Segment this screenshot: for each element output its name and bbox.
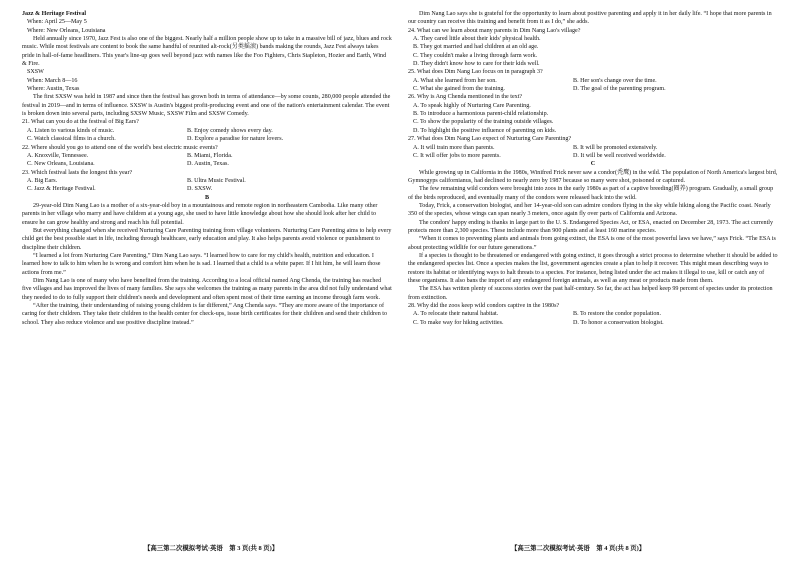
answer-options: [408, 77, 778, 94]
option-c: C. What she gained from the training.: [413, 86, 505, 93]
answer-options: [22, 127, 392, 144]
option-b: B. It will be promoted extensively.: [573, 144, 658, 151]
question-stem: 22. Where should you go to attend one of the world's best electric music events?: [22, 144, 218, 151]
section-heading: B: [204, 194, 210, 201]
festival-description: The first SXSW was held in 1987 and since then the festival has grown both in terms of attendance—by some counts, 280,000 people attended the festival in 2019—and in terms of influence. SXSW is Austin's biggest profit-producing event and one of the nation's entertainment calendar. The event is broken down into several parts, including SXSW Music, SXSW Film and SXSW Comedy.: [22, 94, 391, 118]
option-b: B. Her son's change over the time.: [573, 77, 657, 84]
question-stem: 25. What does Dim Nang Lao focus on in paragraph 3?: [408, 69, 543, 76]
option-c: C. To show the popularity of the training outside villages.: [413, 119, 554, 126]
answer-options: [22, 177, 392, 194]
passage-paragraph: If a species is thought to be threatened or endangered with going extinct, it goes through a strict process to determine whether it should be added to the endangered species list. Once a species makes the list, government agencies create a plan to help it recover. This might mean describing ways to restore its habitat or identifying ways to halt threats to a species. For instance, being listed under the act makes it illegal to use, kill or catch any of these organisms. It also bans the import of any endangered foreign animals, as well as any meat or products made from them.: [408, 252, 778, 284]
option-d: D. It will be well received worldwide.: [573, 152, 666, 159]
option-a: A. To speak highly of Nurturing Care Parenting.: [413, 102, 531, 109]
festival-when: When: March 8—16: [27, 77, 78, 84]
option-c: C. They couldn't make a living through farm work.: [413, 52, 538, 59]
passage-paragraph: 29-year-old Dim Nang Lao is a mother of a six-year-old boy in a mountainous and remote region in northeastern Cambodia. Like many other parents in her village who marry and have children at a young age, she used to have little knowledge about how she should look after her child to ensure he can grow healthy and strong and reach his full potential.: [22, 202, 378, 226]
passage-paragraph: “After the training, their understanding of raising young children is far different,” Ang Chenda says. “They are more aware of the importance of caring for their children. They take their children to the health center for check-ups, issue birth certificates for their children and send their children to school. They also reduce violence and use positive discipline instead.”: [22, 303, 388, 326]
option-a: A. To relocate their natural habitat.: [413, 311, 499, 318]
section-heading: C: [590, 161, 596, 168]
question-stem: 23. Which festival lasts the longest this year?: [22, 169, 133, 176]
option-d: D. SXSW.: [187, 186, 213, 193]
left-page: [22, 10, 392, 327]
option-c: C. It will offer jobs to more parents.: [413, 152, 501, 159]
option-a: A. Listen to various kinds of music.: [27, 127, 115, 134]
option-a: A. Big Ears.: [27, 177, 58, 184]
option-a: A. What she learned from her son.: [413, 77, 497, 84]
option-c: C. New Orleans, Louisiana.: [27, 161, 95, 168]
option-d: D. The goal of the parenting program.: [573, 86, 666, 93]
question-stem: 27. What does Dim Nang Lao expect of Nurturing Care Parenting?: [408, 136, 572, 143]
option-a: A. They cared little about their kids' physical health.: [413, 36, 541, 43]
option-d: D. They didn't know how to care for their kids well.: [413, 61, 540, 68]
answer-options: [408, 310, 778, 327]
passage-paragraph: Dim Nang Lao says she is grateful for the opportunity to learn about positive parenting and apply it in her daily life. “I hope that more parents in our country can receive this training and benefit from it as I do,” she adds.: [408, 11, 772, 26]
passage-paragraph: “When it comes to preventing plants and animals from going extinct, the ESA is one of the most powerful laws we have,” says Frick. “The ESA is about protecting wildlife for our future generations.”: [408, 236, 776, 251]
option-b: B. They got married and had children at an old age.: [413, 44, 539, 51]
answer-options: [22, 152, 392, 169]
answer-options: [408, 144, 778, 161]
passage-paragraph: While growing up in California in the 1980s, Winifred Frick never saw a condor(秃鹰) in the wild. The population of North America's largest bird, Gymnogyps californianus, had declined to nearly zero by 1987 because so many were shot, poisoned or captured.: [408, 169, 778, 184]
festival-where: Where: New Orleans, Louisiana: [27, 27, 106, 34]
option-c: C. Watch classical films in a church.: [27, 136, 116, 143]
passage-paragraph: But everything changed when she received Nurturing Care Parenting training from village volunteers. Nurturing Care Parenting aims to help every child get the best possible start in life, including through healthcare, early education and play. It also helps parents avoid violence or punishment to discipline their children.: [22, 227, 392, 251]
question-stem: 28. Why did the zoos keep wild condors captive in the 1980s?: [408, 303, 560, 310]
option-b: B. To restore the condor population.: [573, 311, 661, 318]
question-stem: 21. What can you do at the festival of Big Ears?: [22, 119, 139, 126]
option-c: C. To make way for hiking activities.: [413, 319, 504, 326]
festival-when: When: April 25—May 5: [27, 19, 87, 26]
option-d: D. Explore a paradise for nature lovers.: [187, 136, 284, 143]
festival-description: Held annually since 1970, Jazz Fest is also one of the biggest. Nearly half a million people show up to take in a massive bill of jazz, blues and rock music. While most festivals are content to book the same handful of reunited alt-rock(另类摇滚) bands making the rounds, Jazz Fest always takes pride in hall-of-fame headliners. This year's line-up goes well beyond jazz with names like the Foo Fighters, Chris Stapleton, Hozier and Earth, Wind & Fire.: [22, 36, 392, 68]
festival-where: Where: Austin, Texas: [27, 86, 80, 93]
option-d: D. Austin, Texas.: [187, 161, 229, 168]
passage-paragraph: “I learned a lot from Nurturing Care Parenting,” Dim Nang Lao says. “I learned how to care for my child's health, nutrition and education. I learned how to talk to him when he is wrong and comfort him when he is sad. I learned that a child is a white paper. If I hit him, he will learn those actions from me.”: [22, 252, 381, 276]
passage-paragraph: The few remaining wild condors were brought into zoos in the early 1980s as part of a captive breeding(圈养) program. Gradually, a small group of the birds reproduced, and eventually many of the condors were released back into the wild.: [408, 186, 774, 201]
option-b: B. Miami, Florida.: [187, 152, 233, 159]
right-page: [408, 10, 778, 327]
passage-paragraph: Today, Frick, a conservation biologist, and her 14-year-old son can admire condors flying in the sky while hiking along the Pacific coast. Nearly 350 of the species, whose wings can span nearly 3 meters, once again fly over parts of California and Arizona.: [408, 202, 771, 218]
passage-paragraph: Dim Nang Lao is one of many who have benefited from the training. According to a local official named Ang Chenda, the training has reached five villages and has improved the lives of many families. She says she welcomes the training as many parents in the area did not fully understand what they needed to do to fully support their children's needs and development and often spent most of their time earning an income through farm work.: [22, 278, 392, 301]
option-a: A. It will train more than parents.: [413, 144, 495, 151]
option-b: B. Enjoy comedy shows every day.: [187, 127, 273, 134]
option-c: C. Jazz & Heritage Festival.: [27, 186, 96, 193]
festival-title: SXSW: [27, 69, 44, 76]
passage-paragraph: The condors' happy ending is thanks in large part to the U. S. Endangered Species Act, or ESA, enacted on December 28, 1973. The act currently protects more than 2,300 species. These include more than 900 plants and at least 160 marine species.: [408, 219, 774, 234]
option-a: A. Knoxville, Tennessee.: [27, 152, 89, 159]
option-b: B. Ultra Music Festival.: [187, 177, 246, 184]
question-stem: 24. What can we learn about many parents in Dim Nang Lao's village?: [408, 27, 581, 34]
option-d: D. To honor a conservation biologist.: [573, 319, 664, 326]
question-stem: 26. Why is Ang Chenda mentioned in the text?: [408, 94, 523, 101]
page-footer: 【高三第二次模拟考试·英语 第 3 页(共 8 页)】: [144, 545, 279, 552]
page-footer: 【高三第二次模拟考试·英语 第 4 页(共 8 页)】: [511, 545, 646, 552]
option-d: D. To highlight the positive influence of parenting on kids.: [413, 127, 557, 134]
festival-title: Jazz & Heritage Festival: [22, 11, 87, 17]
option-b: B. To introduce a harmonious parent-child relationship.: [413, 111, 549, 118]
passage-paragraph: The ESA has written plenty of success stories over the past half-century. So far, the act has helped keep 99 percent of species under its protection from extinction.: [408, 286, 773, 301]
